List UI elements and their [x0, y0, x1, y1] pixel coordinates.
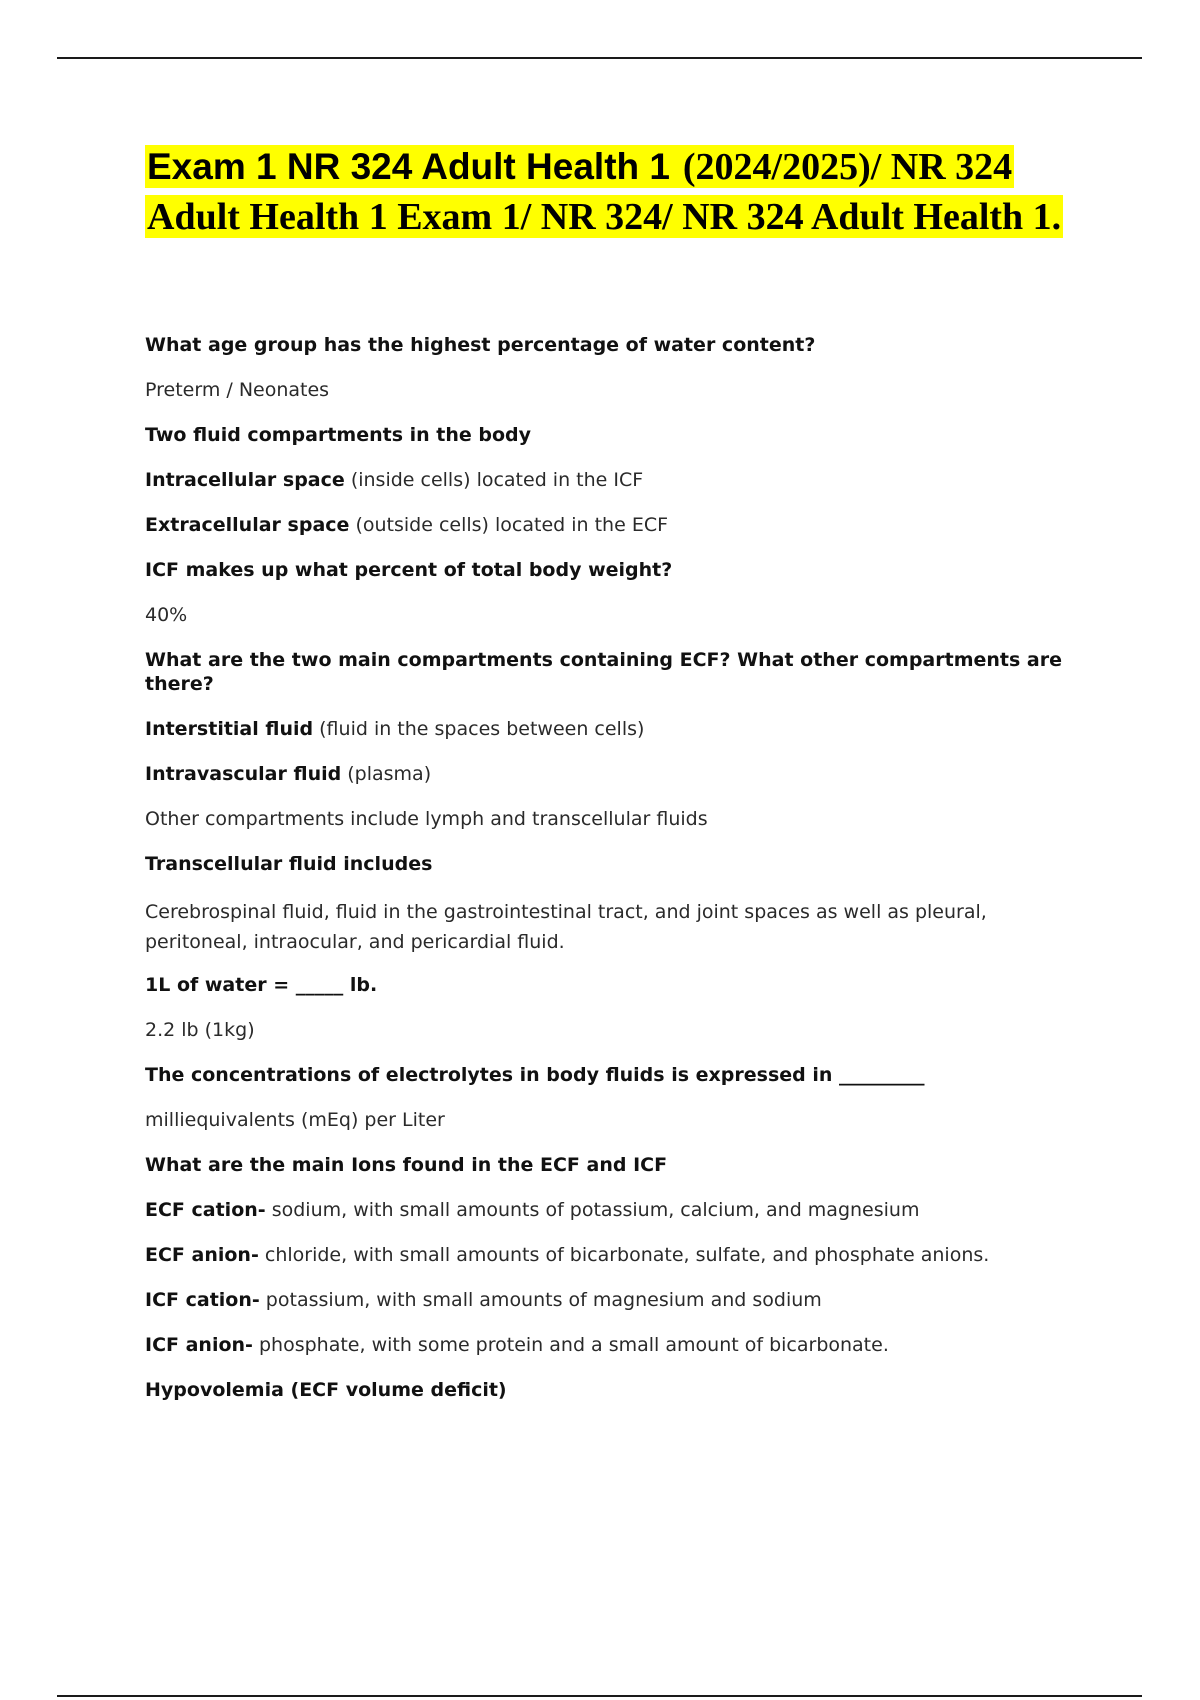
document-body — [145, 333, 1065, 1423]
term-extracellular: Extracellular space — [145, 514, 350, 536]
top-divider — [57, 57, 1142, 59]
answer-icf-anion — [145, 1333, 1065, 1357]
desc-ecf-anion: chloride, with small amounts of bicarbonate, sulfate, and phosphate anions. — [258, 1244, 990, 1266]
term-icf-anion: ICF anion- — [145, 1334, 253, 1356]
desc-icf-cation: potassium, with small amounts of magnesium and sodium — [259, 1289, 822, 1311]
title-part-1: Exam 1 NR 324 Adult Health 1 — [147, 146, 670, 187]
term-intravascular: Intravascular fluid — [145, 763, 342, 785]
question-fluid-compartments: Two fluid compartments in the body — [145, 424, 532, 446]
desc-ecf-cation: sodium, with small amounts of potassium, calcium, and magnesium — [265, 1199, 920, 1221]
answer-other-compartments: Other compartments include lymph and transcellular fluids — [145, 808, 708, 830]
term-ecf-anion: ECF anion- — [145, 1244, 259, 1266]
title-part-2: (2024/2025)/ NR 324 Adult Health 1 Exam 1/ NR 324/ NR 324 Adult Health 1. — [147, 146, 1062, 238]
answer-transcellular: Cerebrospinal fluid, fluid in the gastrointestinal tract, and joint spaces as well as pleural, peritoneal, intraocular, and pericardial fluid. — [145, 901, 987, 953]
question-water-content: What age group has the highest percentage of water content? — [145, 334, 816, 356]
question-water-weight: 1L of water = _____ lb. — [145, 974, 378, 996]
answer-icf-percent: 40% — [145, 604, 188, 626]
question-icf-percent: ICF makes up what percent of total body weight? — [145, 559, 673, 581]
desc-intravascular: (plasma) — [341, 763, 432, 785]
answer-intravascular — [145, 762, 1065, 786]
question-ecf-compartments: What are the two main compartments containing ECF? What other compartments are there? — [145, 649, 1062, 695]
term-intracellular: Intracellular space — [145, 469, 345, 491]
term-interstitial: Interstitial fluid — [145, 718, 314, 740]
question-transcellular: Transcellular fluid includes — [145, 853, 433, 875]
answer-ecf-cation — [145, 1198, 1065, 1222]
answer-water-weight: 2.2 lb (1kg) — [145, 1019, 255, 1041]
answer-ecf-anion — [145, 1243, 1065, 1267]
answer-icf-cation — [145, 1288, 1065, 1312]
question-main-ions: What are the main Ions found in the ECF and ICF — [145, 1154, 668, 1176]
desc-interstitial: (fluid in the spaces between cells) — [313, 718, 645, 740]
desc-extracellular: (outside cells) located in the ECF — [349, 514, 669, 536]
heading-hypovolemia: Hypovolemia (ECF volume deficit) — [145, 1379, 507, 1401]
desc-intracellular: (inside cells) located in the ICF — [344, 469, 644, 491]
term-ecf-cation: ECF cation- — [145, 1199, 266, 1221]
answer-interstitial — [145, 717, 1065, 741]
answer-intracellular — [145, 468, 1065, 492]
answer-electrolyte-units: milliequivalents (mEq) per Liter — [145, 1109, 445, 1131]
question-electrolyte-units: The concentrations of electrolytes in body fluids is expressed in _________ — [145, 1064, 925, 1086]
term-icf-cation: ICF cation- — [145, 1289, 260, 1311]
answer-extracellular — [145, 513, 1065, 537]
answer-water-content: Preterm / Neonates — [145, 379, 330, 401]
bottom-divider — [57, 1695, 1142, 1697]
document-title — [145, 142, 1080, 242]
desc-icf-anion: phosphate, with some protein and a small amount of bicarbonate. — [252, 1334, 889, 1356]
